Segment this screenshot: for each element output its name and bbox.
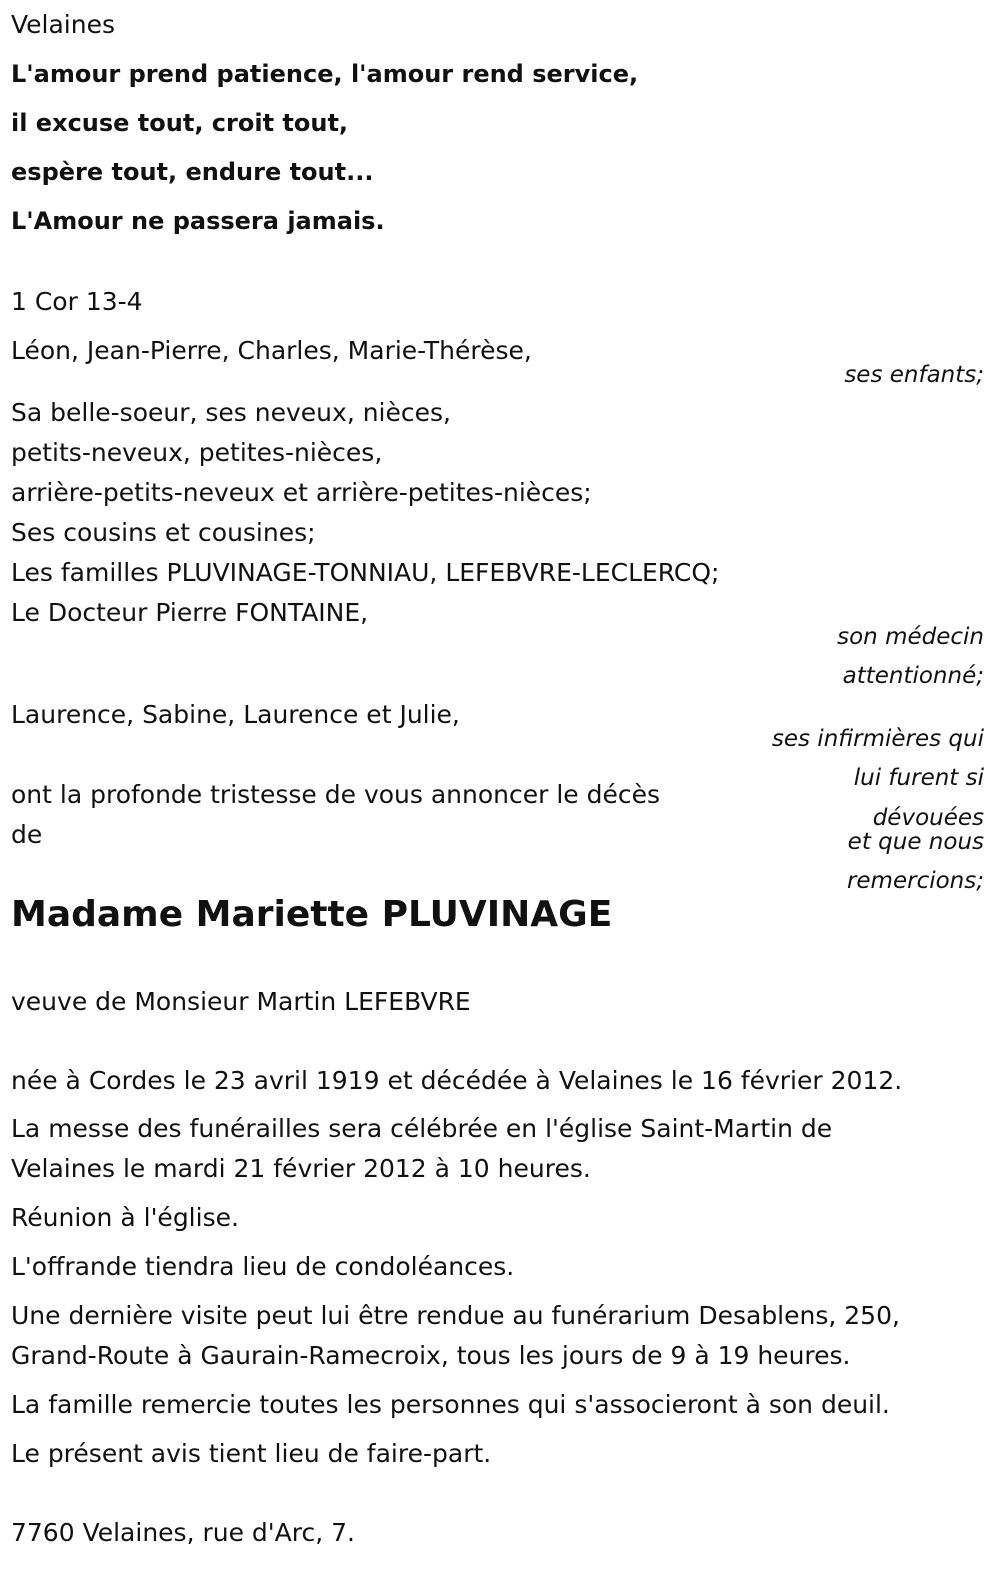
address: 7760 Velaines, rue d'Arc, 7. [11, 1518, 355, 1547]
nurses-role: dévouées [872, 805, 984, 831]
meeting-info: Réunion à l'église. [11, 1203, 239, 1232]
relatives-line: Les familles PLUVINAGE-TONNIAU, LEFEBVRE-LECLERCQ; [11, 558, 720, 587]
relatives-line: arrière-petits-neveux et arrière-petites-nièces; [11, 478, 592, 507]
mass-info: La messe des funérailles sera célébrée en l'église Saint-Martin de [11, 1114, 833, 1143]
offering-info: L'offrande tiendra lieu de condoléances. [11, 1252, 515, 1281]
relatives-line: petits-neveux, petites-nièces, [11, 438, 383, 467]
locality-header: Velaines [11, 10, 116, 39]
mass-info: Velaines le mardi 21 février 2012 à 10 heures. [11, 1154, 591, 1183]
relatives-line: Sa belle-soeur, ses neveux, nièces, [11, 398, 451, 427]
quote-line: L'Amour ne passera jamais. [11, 207, 385, 235]
announcement-line: de [11, 820, 43, 849]
deceased-name: Madame Mariette PLUVINAGE [11, 894, 613, 935]
nurses-role: ses infirmières qui [771, 726, 984, 752]
thanks-role: remercions; [846, 868, 984, 894]
quote-reference: 1 Cor 13-4 [11, 287, 143, 316]
visit-info: Une dernière visite peut lui être rendue au funérarium Desablens, 250, [11, 1301, 900, 1330]
quote-line: il excuse tout, croit tout, [11, 109, 349, 137]
quote-line: espère tout, endure tout... [11, 158, 374, 186]
children-role: ses enfants; [844, 362, 984, 388]
nurses-role: lui furent si [853, 765, 984, 791]
nurses-names: Laurence, Sabine, Laurence et Julie, [11, 700, 460, 729]
doctor-role: son médecin [837, 624, 984, 650]
children-names: Léon, Jean-Pierre, Charles, Marie-Thérèse, [11, 336, 532, 365]
relatives-line: Ses cousins et cousines; [11, 518, 316, 547]
birth-death: née à Cordes le 23 avril 1919 et décédée à Velaines le 16 février 2012. [11, 1066, 903, 1095]
doctor-role: attentionné; [842, 663, 984, 689]
visit-info: Grand-Route à Gaurain-Ramecroix, tous les jours de 9 à 19 heures. [11, 1341, 851, 1370]
thanks-role: et que nous [847, 829, 984, 855]
announcement-line: ont la profonde tristesse de vous annoncer le décès [11, 780, 661, 809]
widow-of: veuve de Monsieur Martin LEFEBVRE [11, 987, 471, 1016]
notice-info: Le présent avis tient lieu de faire-part. [11, 1439, 492, 1468]
relatives-line: Le Docteur Pierre FONTAINE, [11, 598, 369, 627]
thanks-info: La famille remercie toutes les personnes qui s'associeront à son deuil. [11, 1390, 890, 1419]
quote-line: L'amour prend patience, l'amour rend service, [11, 60, 639, 88]
